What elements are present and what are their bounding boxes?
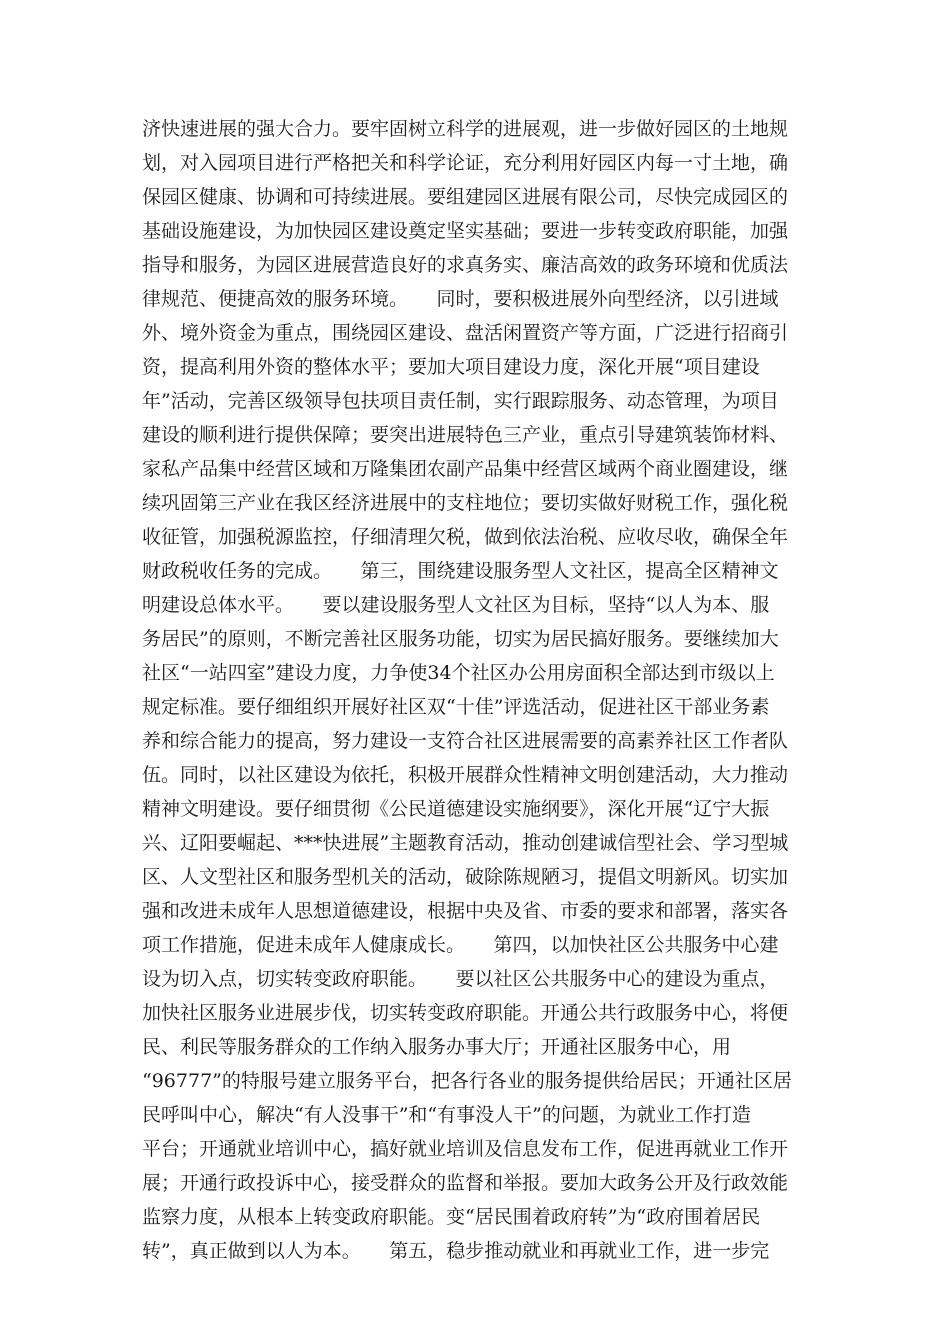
text-line: 基础设施建设，为加快园区建设奠定坚实基础；要进一步转变政府职能，加强 [142, 220, 789, 242]
text-line: 收征管，加强税源监控，仔细清理欠税，做到依法治税、应收尽收，确保全年 [142, 526, 789, 548]
text-line: 兴、辽阳要崛起、***快进展”主题教育活动，推动创建诚信型社会、学习型城 [142, 832, 789, 854]
text-line: 年”活动，完善区级领导包扶项目责任制，实行跟踪服务、动态管理，为项目 [142, 390, 779, 412]
text-line: 项工作措施，促进未成年人健康成长。 第四，以加快社区公共服务中心建 [142, 934, 779, 956]
text-line: 伍。同时，以社区建设为依托，积极开展群众性精神文明创建活动，大力推动 [142, 764, 789, 786]
text-line: “96777”的特服号建立服务平台，把各行各业的服务提供给居民；开通社区居 [142, 1070, 792, 1092]
text-line: 社区“一站四室”建设力度，力争使34个社区办公用房面积全部达到市级以上 [142, 662, 775, 684]
text-line: 财政税收任务的完成。 第三，围绕建设服务型人文社区，提高全区精神文 [142, 560, 779, 582]
text-line: 济快速进展的强大合力。要牢固树立科学的进展观，进一步做好园区的土地规 [142, 118, 789, 140]
text-line: 转”，真正做到以人为本。 第五，稳步推动就业和再就业工作，进一步完 [142, 1240, 770, 1262]
text-line: 加快社区服务业进展步伐，切实转变政府职能。开通公共行政服务中心，将便 [142, 1002, 789, 1024]
text-line: 监察力度，从根本上转变政府职能。变“居民围着政府转”为“政府围着居民 [142, 1206, 761, 1228]
text-line: 保园区健康、协调和可持续进展。要组建园区进展有限公司，尽快完成园区的 [142, 186, 789, 208]
text-line: 指导和服务，为园区进展营造良好的求真务实、廉洁高效的政务环境和优质法 [142, 254, 789, 276]
text-line: 设为切入点，切实转变政府职能。 要以社区公共服务中心的建设为重点， [142, 968, 779, 990]
text-line: 强和改进未成年人思想道德建设，根据中央及省、市委的要求和部署，落实各 [142, 900, 789, 922]
text-line: 明建设总体水平。 要以建设服务型人文社区为目标，坚持“以人为本、服 [142, 594, 770, 616]
text-line: 家私产品集中经营区域和万隆集团农副产品集中经营区域两个商业圈建设，继 [142, 458, 789, 480]
text-line: 务居民”的原则，不断完善社区服务功能，切实为居民搞好服务。要继续加大 [142, 628, 779, 650]
text-line: 规定标准。要仔细组织开展好社区双“十佳”评选活动，促进社区干部业务素 [142, 696, 770, 718]
text-line: 民呼叫中心，解决“有人没事干”和“有事没人干”的问题，为就业工作打造 [142, 1104, 751, 1126]
text-line: 律规范、便捷高效的服务环境。 同时，要积极进展外向型经济，以引进域 [142, 288, 779, 310]
text-line: 养和综合能力的提高，努力建设一支符合社区进展需要的高素养社区工作者队 [142, 730, 789, 752]
text-line: 续巩固第三产业在我区经济进展中的支柱地位；要切实做好财税工作，强化税 [142, 492, 789, 514]
text-line: 建设的顺利进行提供保障；要突出进展特色三产业，重点引导建筑装饰材料、 [142, 424, 789, 446]
text-line: 区、人文型社区和服务型机关的活动，破除陈规陋习，提倡文明新风。切实加 [142, 866, 789, 888]
text-line: 资，提高利用外资的整体水平；要加大项目建设力度，深化开展“项目建设 [142, 356, 760, 378]
text-line: 外、境外资金为重点，围绕园区建设、盘活闲置资产等方面，广泛进行招商引 [142, 322, 789, 344]
text-line: 平台；开通就业培训中心，搞好就业培训及信息发布工作，促进再就业工作开 [142, 1138, 789, 1160]
text-line: 划，对入园项目进行严格把关和科学论证，充分利用好园区内每一寸土地，确 [142, 152, 789, 174]
body-text [142, 112, 810, 1268]
text-line: 民、利民等服务群众的工作纳入服务办事大厅；开通社区服务中心，用 [142, 1036, 732, 1058]
text-line: 精神文明建设。要仔细贯彻《公民道德建设实施纲要》，深化开展“辽宁大振 [142, 798, 770, 820]
text-line: 展；开通行政投诉中心，接受群众的监督和举报。要加大政务公开及行政效能 [142, 1172, 789, 1194]
